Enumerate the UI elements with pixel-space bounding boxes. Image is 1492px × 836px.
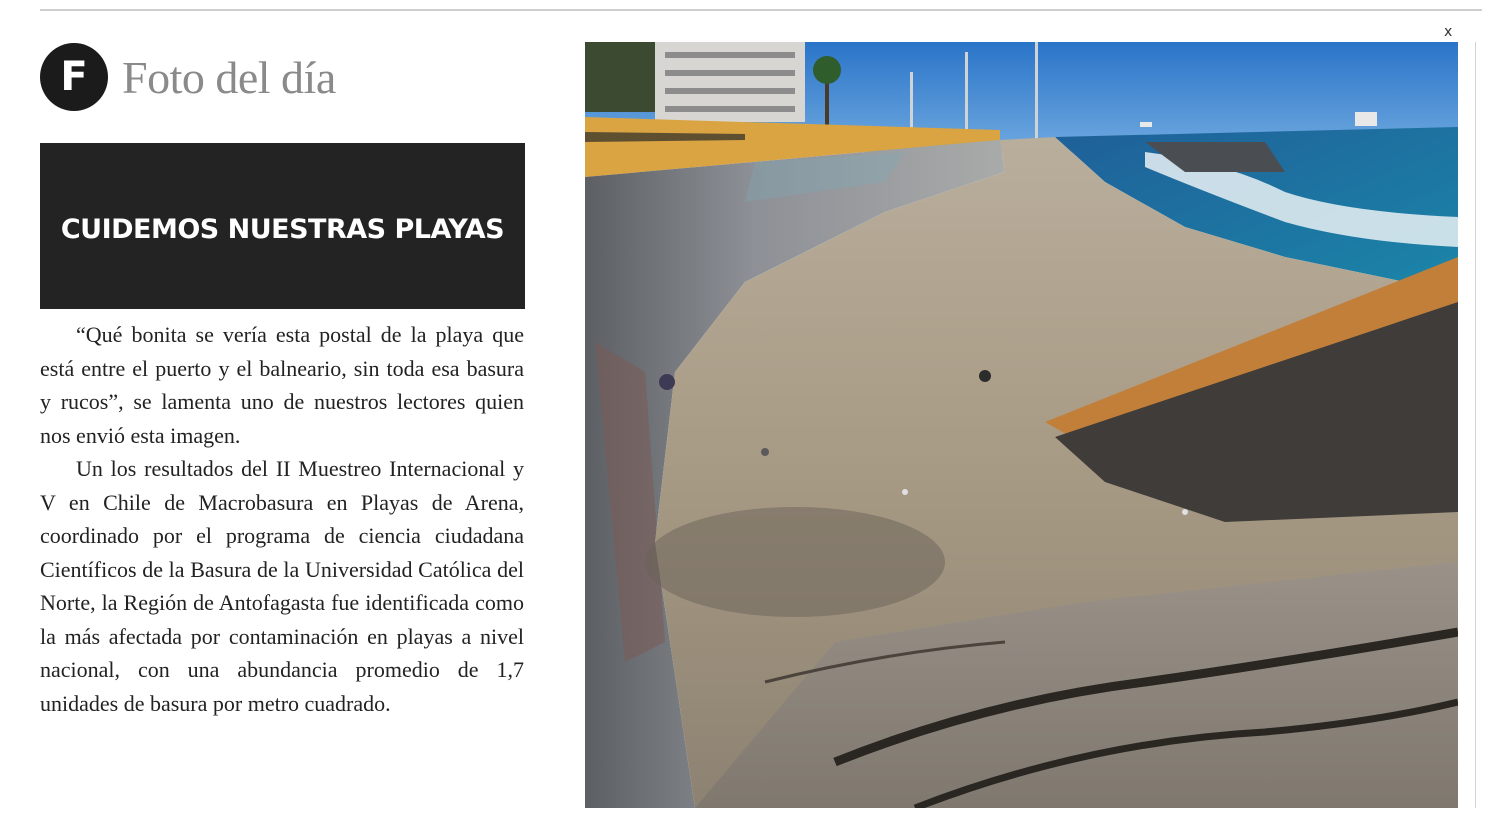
article-body [40, 318, 524, 720]
top-rule [40, 9, 1482, 11]
article-paragraph: Un los resultados del II Muestreo Internacional y V en Chile de Macrobasura en Playas de Arena, coordinado por el programa de ciencia ciudadana Científicos de la Basura de la Universidad Católica del Norte, la Región de Antofagasta fue identificada como la más afectada por contaminación en playas a nivel nacional, con una abundancia promedio de 1,7 unidades de basura por metro cuadrado. [40, 456, 524, 716]
section-badge [40, 43, 108, 111]
badge-letter: F [60, 54, 88, 100]
column-divider [1475, 42, 1476, 808]
headline-box [40, 143, 525, 309]
beach-photo [585, 42, 1458, 808]
section-title: Foto del día [122, 51, 336, 103]
section-header [40, 42, 336, 112]
headline: CUIDEMOS NUESTRAS PLAYAS [60, 213, 505, 245]
close-icon[interactable]: x [1444, 24, 1453, 40]
article-paragraph: “Qué bonita se vería esta postal de la playa que está entre el puerto y el balneario, sin toda esa basura y rucos”, se lamenta uno de nuestros lectores quien nos envió esta imagen. [40, 322, 524, 448]
beach-photo-illustration [585, 42, 1458, 808]
